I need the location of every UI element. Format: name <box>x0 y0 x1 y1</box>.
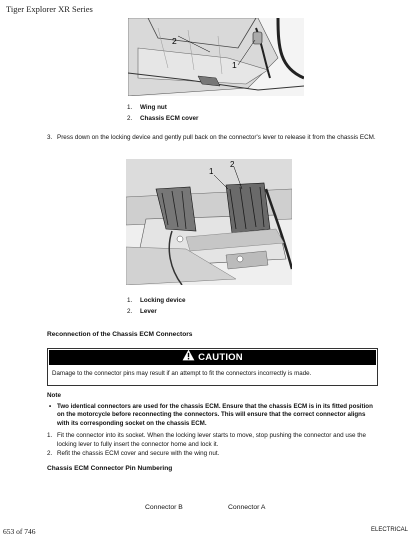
warning-triangle-icon <box>182 348 195 366</box>
caption-item: 1. Locking device <box>127 297 186 304</box>
connector-a-label: Connector A <box>228 504 266 511</box>
caution-text: Damage to the connector pins may result if an attempt to fit the connectors incorrectly is made. <box>52 369 312 377</box>
caption-item: 2. Lever <box>127 307 157 315</box>
caution-title: CAUTION <box>198 351 243 363</box>
section-heading-reconnection: Reconnection of the Chassis ECM Connectors <box>47 331 193 338</box>
document-title: Tiger Explorer XR Series <box>6 4 93 14</box>
callout-2: 2 <box>230 160 235 169</box>
page-number: 653 of 746 <box>3 527 36 536</box>
step-3: 3. Press down on the locking device and gently pull back on the connector's lever to release it from the chassis ECM. <box>47 134 376 141</box>
callout-1: 1 <box>209 167 214 176</box>
figure-connector-locking <box>126 159 292 285</box>
section-heading-pin-numbering: Chassis ECM Connector Pin Numbering <box>47 465 173 472</box>
callout-2: 2 <box>172 36 177 46</box>
caution-box <box>47 348 378 386</box>
section-name: ELECTRICAL <box>370 527 408 533</box>
figure-wing-nut-ecm-cover <box>128 18 304 96</box>
photo-ecm-cover <box>128 18 304 96</box>
connector-b-label: Connector B <box>145 504 183 511</box>
caption-item: 1. Wing nut <box>127 104 167 111</box>
caption-item: 2. Chassis ECM cover <box>127 114 199 122</box>
reconnect-step-2: 2. Refit the chassis ECM cover and secure with the wing nut. <box>47 450 220 457</box>
figure2-caption-list <box>127 296 186 317</box>
note-label: Note <box>47 392 61 399</box>
caution-header <box>49 350 377 365</box>
note-bullet: • Two identical connectors are used for the chassis ECM. Ensure that the chassis ECM is in its fitted position on the motorcycle before reconnecting the connectors. This will ensure that the correct connector aligns with its corresponding socket on the chassis ECM. <box>49 403 373 427</box>
reconnect-step-1: 1. Fit the connector into its socket. When the locking lever starts to move, stop pushing the connector and use the locking lever to fully insert the connector home and lock it. <box>47 432 367 448</box>
figure1-caption-list <box>127 103 198 124</box>
callout-1: 1 <box>232 60 237 70</box>
photo-ecm-connector <box>126 159 292 285</box>
bullet-icon: • <box>49 403 52 410</box>
